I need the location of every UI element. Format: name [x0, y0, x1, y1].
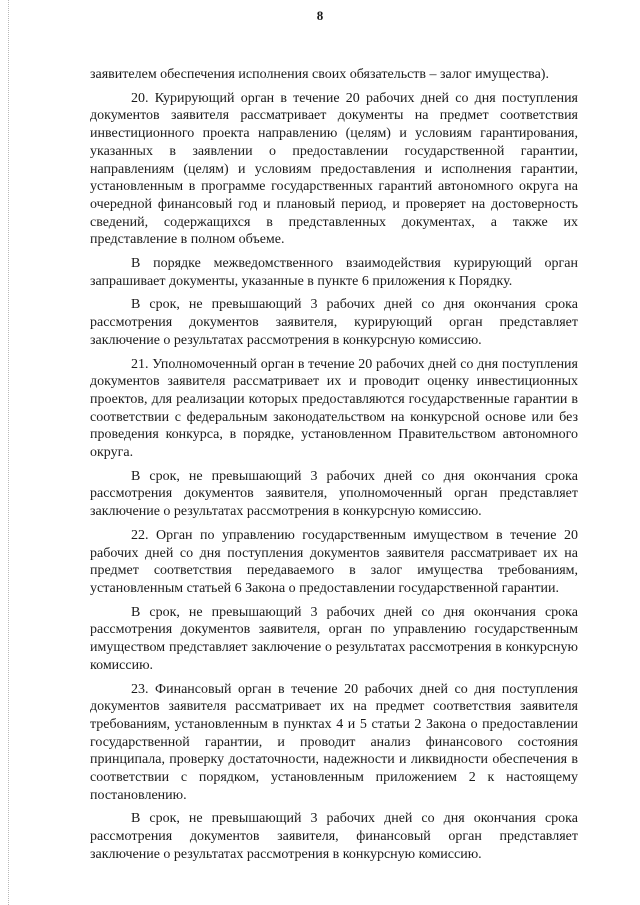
paragraph-item-21: 21. Уполномоченный орган в течение 20 рабочих дней со дня поступления документов заявителя рассматривает их и проводит оценку инвестиционных проектов, для реализации которых предоставляются государственные гарантии в соответствии с федеральным законодательством на конкурсной основе или без проведения конкурса, в порядке, установленном Правительством автономного округа. — [90, 356, 578, 461]
paragraph-property-deadline: В срок, не превышающий 3 рабочих дней со дня окончания срока рассмотрения документов заявителя, орган по управлению государственным имуществом представляет заключение о результатах рассмотрения в конкурсную комиссию. — [90, 604, 578, 673]
paragraph-authorized-deadline: В срок, не превышающий 3 рабочих дней со дня окончания срока рассмотрения документов заявителя, уполномоченный орган представляет заключение о результатах рассмотрения в конкурсную комиссию. — [90, 468, 578, 520]
paragraph-item-20: 20. Курирующий орган в течение 20 рабочих дней со дня поступления документов заявителя рассматривает документы на предмет соответствия инвестиционного проекта направлению (целям) и условиям гарантирования, указанных в заявлении о предоставлении государственной гарантии, направлениям (целям) и условиям предоставления и исполнения гарантии, установленным в программе государственных гарантий автономного округа на очередной финансовый год и плановый период, и проверяет на достоверность сведений, содержащихся в представленных документах, а также их представление в полном объеме. — [90, 90, 578, 248]
page-number: 8 — [316, 8, 324, 23]
paragraph-item-23: 23. Финансовый орган в течение 20 рабочих дней со дня поступления документов заявителя рассматривает их на предмет соответствия заявителя требованиям, установленным в пунктах 4 и 5 статьи 2 Закона о предоставлении государственной гарантии, и проводит анализ финансового состояния принципала, проверку достаточности, надежности и ликвидности обеспечения в соответствии с порядком, установленным приложением 2 к настоящему постановлению. — [90, 681, 578, 803]
paragraph-curating-deadline: В срок, не превышающий 3 рабочих дней со дня окончания срока рассмотрения документов заявителя, курирующий орган представляет заключение о результатах рассмотрения в конкурсную комиссию. — [90, 297, 578, 348]
paragraph-continuation: заявителем обеспечения исполнения своих обязательств – залог имущества). — [90, 67, 549, 82]
paragraph-interagency-request: В порядке межведомственного взаимодействия курирующий орган запрашивает документы, указанные в пункте 6 приложения к Порядку. — [90, 256, 578, 289]
paragraph-finance-deadline: В срок, не превышающий 3 рабочих дней со дня окончания срока рассмотрения документов заявителя, финансовый орган представляет заключение о результатах рассмотрения в конкурсную комиссию. — [90, 811, 578, 862]
paragraph-item-22: 22. Орган по управлению государственным имуществом в течение 20 рабочих дней со дня поступления документов заявителя рассматривает их на предмет соответствия передаваемого в залог имущества требованиям, установленным статьей 6 Закона о предоставлении государственной гарантии. — [90, 527, 578, 596]
document-body — [90, 66, 578, 864]
page-edge-rule — [8, 0, 10, 905]
